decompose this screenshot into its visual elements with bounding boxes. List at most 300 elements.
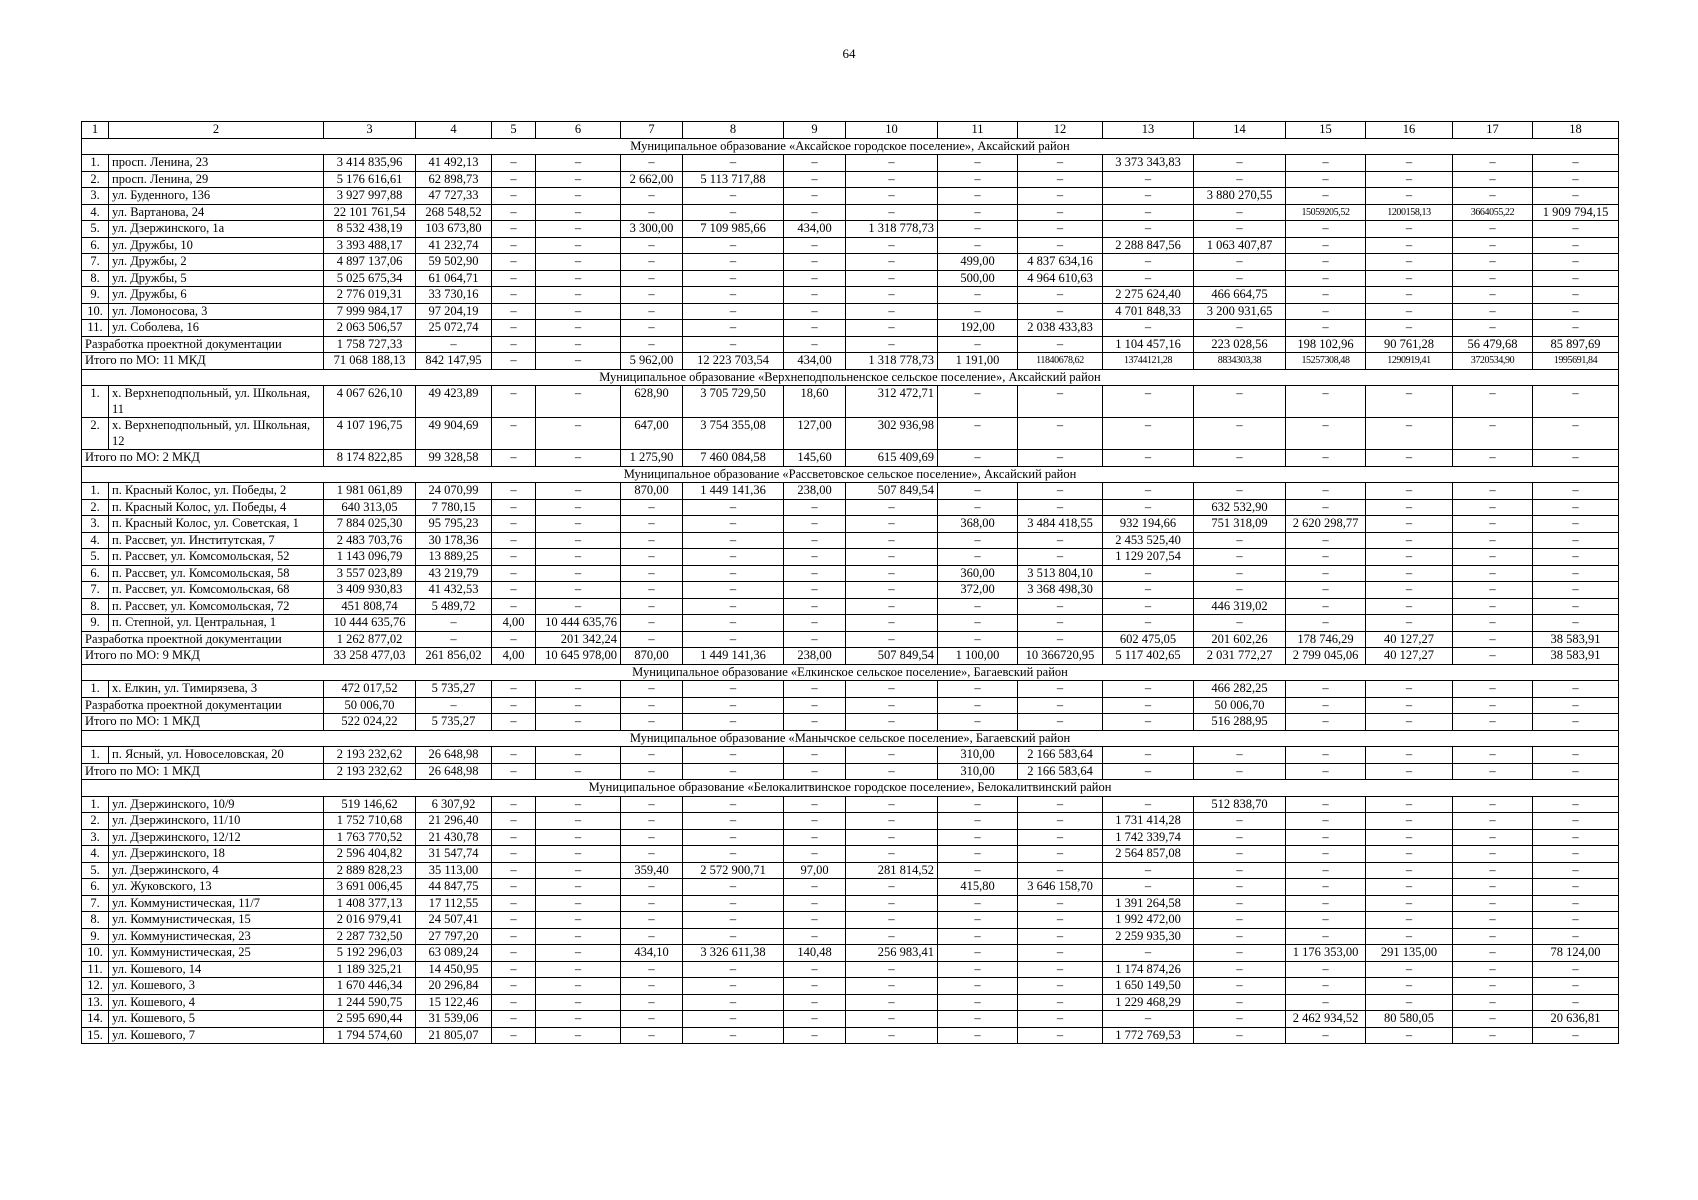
section-title: Муниципальное образование «Елкинское сельское поселение», Багаевский район	[82, 664, 1619, 681]
value-cell: –	[683, 813, 784, 830]
value-cell: –	[683, 1027, 784, 1044]
value-cell: –	[1533, 450, 1619, 467]
value-cell: –	[938, 796, 1018, 813]
value-cell: –	[1366, 714, 1453, 731]
value-cell: –	[621, 895, 683, 912]
value-cell: –	[1194, 813, 1286, 830]
value-cell: –	[1286, 846, 1366, 863]
column-header: 9	[784, 122, 846, 139]
value-cell: 500,00	[938, 270, 1018, 287]
table-row	[82, 879, 1619, 896]
value-cell: –	[846, 549, 938, 566]
value-cell: –	[492, 549, 536, 566]
value-cell: –	[1103, 1011, 1194, 1028]
value-cell: –	[621, 516, 683, 533]
value-cell: –	[683, 188, 784, 205]
value-cell: –	[1103, 796, 1194, 813]
value-cell: –	[416, 697, 492, 714]
value-cell: 2 287 732,50	[324, 928, 416, 945]
value-cell: –	[1366, 499, 1453, 516]
value-cell: –	[1286, 714, 1366, 731]
table-header-row	[82, 122, 1619, 139]
value-cell: –	[1366, 994, 1453, 1011]
address-cell: ул. Дружбы, 2	[109, 254, 324, 271]
value-cell: 1 909 794,15	[1533, 204, 1619, 221]
value-cell: –	[492, 582, 536, 599]
row-number: 7.	[82, 582, 109, 599]
value-cell: 30 178,36	[416, 532, 492, 549]
value-cell: –	[938, 945, 1018, 962]
value-cell: 8 532 438,19	[324, 221, 416, 238]
value-cell: –	[938, 1027, 1018, 1044]
value-cell: 97 204,19	[416, 303, 492, 320]
value-cell: –	[1286, 928, 1366, 945]
row-number: 9.	[82, 615, 109, 632]
summary-row	[82, 336, 1619, 353]
value-cell: –	[938, 846, 1018, 863]
value-cell: –	[1533, 386, 1619, 418]
value-cell: –	[1018, 204, 1103, 221]
summary-row	[82, 648, 1619, 665]
value-cell: –	[846, 254, 938, 271]
value-cell: –	[536, 895, 621, 912]
address-cell: ул. Вартанова, 24	[109, 204, 324, 221]
row-number: 14.	[82, 1011, 109, 1028]
value-cell: 516 288,95	[1194, 714, 1286, 731]
value-cell: 5 113 717,88	[683, 171, 784, 188]
value-cell: 27 797,20	[416, 928, 492, 945]
value-cell: –	[938, 813, 1018, 830]
value-cell: –	[1453, 155, 1533, 172]
value-cell: 38 583,91	[1533, 631, 1619, 648]
value-cell: –	[1194, 615, 1286, 632]
address-cell: ул. Дзержинского, 4	[109, 862, 324, 879]
value-cell: –	[1453, 681, 1533, 698]
value-cell: 20 296,84	[416, 978, 492, 995]
value-cell: –	[1018, 681, 1103, 698]
value-cell: –	[536, 320, 621, 337]
value-cell: –	[683, 978, 784, 995]
value-cell: –	[492, 353, 536, 370]
value-cell: 24 507,41	[416, 912, 492, 929]
column-header: 2	[109, 122, 324, 139]
value-cell: 4 107 196,75	[324, 418, 416, 450]
value-cell: 3 409 930,83	[324, 582, 416, 599]
value-cell: 1 143 096,79	[324, 549, 416, 566]
value-cell: –	[1453, 320, 1533, 337]
column-header: 16	[1366, 122, 1453, 139]
value-cell: –	[938, 483, 1018, 500]
value-cell: –	[683, 204, 784, 221]
value-cell: 512 838,70	[1194, 796, 1286, 813]
value-cell: –	[1366, 270, 1453, 287]
value-cell: –	[846, 336, 938, 353]
value-cell: 302 936,98	[846, 418, 938, 450]
value-cell: –	[536, 155, 621, 172]
value-cell: –	[1194, 155, 1286, 172]
value-cell: –	[536, 862, 621, 879]
value-cell: –	[1453, 813, 1533, 830]
value-cell: –	[1453, 763, 1533, 780]
value-cell: –	[1194, 320, 1286, 337]
value-cell: 3 557 023,89	[324, 565, 416, 582]
value-cell: –	[846, 813, 938, 830]
value-cell: –	[683, 287, 784, 304]
value-cell: –	[846, 747, 938, 764]
value-cell: –	[784, 763, 846, 780]
value-cell: 7 460 084,58	[683, 450, 784, 467]
value-cell: –	[536, 188, 621, 205]
value-cell: 18,60	[784, 386, 846, 418]
address-cell: п. Красный Колос, ул. Победы, 4	[109, 499, 324, 516]
address-cell: х. Елкин, ул. Тимирязева, 3	[109, 681, 324, 698]
value-cell: –	[621, 565, 683, 582]
table-row	[82, 188, 1619, 205]
value-cell: –	[683, 582, 784, 599]
value-cell: –	[1286, 912, 1366, 929]
value-cell: 198 102,96	[1286, 336, 1366, 353]
value-cell: –	[492, 287, 536, 304]
value-cell: 61 064,71	[416, 270, 492, 287]
value-cell: 5 735,27	[416, 714, 492, 731]
value-cell: –	[1453, 945, 1533, 962]
table-row	[82, 598, 1619, 615]
column-header: 1	[82, 122, 109, 139]
value-cell: –	[492, 418, 536, 450]
value-cell: –	[683, 846, 784, 863]
value-cell: –	[784, 188, 846, 205]
value-cell: –	[683, 697, 784, 714]
value-cell: –	[683, 615, 784, 632]
value-cell: 415,80	[938, 879, 1018, 896]
value-cell: –	[938, 386, 1018, 418]
column-header: 13	[1103, 122, 1194, 139]
value-cell: –	[492, 254, 536, 271]
value-cell: –	[784, 204, 846, 221]
address-cell: п. Красный Колос, ул. Победы, 2	[109, 483, 324, 500]
value-cell: 1 318 778,73	[846, 221, 938, 238]
value-cell: 602 475,05	[1103, 631, 1194, 648]
value-cell: 21 296,40	[416, 813, 492, 830]
value-cell: –	[1103, 450, 1194, 467]
column-header: 14	[1194, 122, 1286, 139]
value-cell: 3 691 006,45	[324, 879, 416, 896]
row-number: 6.	[82, 879, 109, 896]
value-cell: –	[1194, 994, 1286, 1011]
value-cell: –	[1194, 450, 1286, 467]
value-cell: 1 758 727,33	[324, 336, 416, 353]
value-cell: –	[621, 582, 683, 599]
value-cell: –	[621, 829, 683, 846]
table-row	[82, 582, 1619, 599]
value-cell: 4 964 610,63	[1018, 270, 1103, 287]
value-cell: –	[784, 615, 846, 632]
value-cell: –	[1453, 483, 1533, 500]
value-cell: –	[1103, 565, 1194, 582]
address-cell: ул. Ломоносова, 3	[109, 303, 324, 320]
value-cell: –	[1018, 895, 1103, 912]
value-cell: –	[1103, 499, 1194, 516]
value-cell: –	[1453, 582, 1533, 599]
value-cell: 4,00	[492, 648, 536, 665]
value-cell: –	[1194, 829, 1286, 846]
value-cell: –	[1018, 945, 1103, 962]
value-cell: 8834303,38	[1194, 353, 1286, 370]
value-cell: 1 794 574,60	[324, 1027, 416, 1044]
value-cell: –	[1366, 450, 1453, 467]
value-cell: –	[1018, 499, 1103, 516]
value-cell: 1 670 446,34	[324, 978, 416, 995]
value-cell: 13 889,25	[416, 549, 492, 566]
value-cell: –	[492, 895, 536, 912]
value-cell: –	[1453, 648, 1533, 665]
value-cell: 3 754 355,08	[683, 418, 784, 450]
column-header: 4	[416, 122, 492, 139]
row-number: 1.	[82, 681, 109, 698]
value-cell: –	[536, 747, 621, 764]
address-cell: ул. Кошевого, 5	[109, 1011, 324, 1028]
value-cell: –	[1286, 287, 1366, 304]
value-cell: –	[1533, 532, 1619, 549]
value-cell: 2 288 847,56	[1103, 237, 1194, 254]
value-cell: –	[846, 763, 938, 780]
value-cell: –	[492, 320, 536, 337]
value-cell: –	[536, 516, 621, 533]
row-number: 8.	[82, 912, 109, 929]
value-cell: –	[938, 978, 1018, 995]
value-cell: 103 673,80	[416, 221, 492, 238]
value-cell: 2 031 772,27	[1194, 648, 1286, 665]
value-cell: –	[1533, 714, 1619, 731]
value-cell: –	[1453, 829, 1533, 846]
value-cell: –	[536, 978, 621, 995]
value-cell: –	[1286, 565, 1366, 582]
value-cell: –	[1018, 994, 1103, 1011]
table-row	[82, 418, 1619, 450]
value-cell: –	[1018, 978, 1103, 995]
value-cell: –	[1286, 582, 1366, 599]
value-cell: –	[1286, 499, 1366, 516]
value-cell: –	[1533, 928, 1619, 945]
value-cell: –	[492, 499, 536, 516]
value-cell: 1 742 339,74	[1103, 829, 1194, 846]
row-number: 2.	[82, 813, 109, 830]
value-cell: –	[1103, 171, 1194, 188]
value-cell: –	[492, 237, 536, 254]
value-cell: –	[536, 549, 621, 566]
value-cell: –	[621, 532, 683, 549]
value-cell: –	[1366, 254, 1453, 271]
value-cell: –	[846, 499, 938, 516]
value-cell: –	[1533, 895, 1619, 912]
row-number: 4.	[82, 204, 109, 221]
value-cell: –	[621, 254, 683, 271]
value-cell: –	[1103, 697, 1194, 714]
value-cell: –	[683, 1011, 784, 1028]
value-cell: 628,90	[621, 386, 683, 418]
value-cell: –	[1453, 846, 1533, 863]
value-cell: –	[492, 862, 536, 879]
value-cell: –	[1103, 763, 1194, 780]
value-cell: 3 705 729,50	[683, 386, 784, 418]
summary-label: Итого по МО: 1 МКД	[82, 714, 324, 731]
value-cell: –	[492, 829, 536, 846]
value-cell: –	[938, 928, 1018, 945]
value-cell: –	[1018, 188, 1103, 205]
value-cell: –	[683, 879, 784, 896]
value-cell: –	[683, 747, 784, 764]
value-cell: –	[1286, 483, 1366, 500]
value-cell: –	[621, 796, 683, 813]
value-cell: –	[536, 813, 621, 830]
value-cell: 3 326 611,38	[683, 945, 784, 962]
value-cell: –	[1194, 270, 1286, 287]
summary-label: Разработка проектной документации	[82, 631, 324, 648]
value-cell: 33 730,16	[416, 287, 492, 304]
value-cell: –	[1194, 1011, 1286, 1028]
value-cell: –	[846, 1011, 938, 1028]
value-cell: 12 223 703,54	[683, 353, 784, 370]
value-cell: –	[1533, 155, 1619, 172]
address-cell: ул. Дзержинского, 10/9	[109, 796, 324, 813]
value-cell: 2 572 900,71	[683, 862, 784, 879]
address-cell: ул. Кошевого, 7	[109, 1027, 324, 1044]
summary-row	[82, 763, 1619, 780]
value-cell: –	[938, 549, 1018, 566]
value-cell: –	[1103, 582, 1194, 599]
value-cell: –	[1103, 945, 1194, 962]
table-row	[82, 549, 1619, 566]
value-cell: 49 423,89	[416, 386, 492, 418]
value-cell: –	[416, 631, 492, 648]
value-cell: –	[536, 450, 621, 467]
row-number: 2.	[82, 171, 109, 188]
value-cell: 446 319,02	[1194, 598, 1286, 615]
value-cell: –	[846, 237, 938, 254]
value-cell: –	[846, 714, 938, 731]
table-row	[82, 565, 1619, 582]
value-cell: –	[621, 303, 683, 320]
value-cell: 140,48	[784, 945, 846, 962]
value-cell: –	[1018, 483, 1103, 500]
address-cell: ул. Дружбы, 5	[109, 270, 324, 287]
address-cell: ул. Кошевого, 14	[109, 961, 324, 978]
value-cell: 85 897,69	[1533, 336, 1619, 353]
value-cell: –	[1453, 499, 1533, 516]
value-cell: –	[536, 697, 621, 714]
value-cell: –	[1018, 631, 1103, 648]
value-cell: –	[1366, 155, 1453, 172]
value-cell: –	[1366, 221, 1453, 238]
value-cell: –	[784, 1011, 846, 1028]
value-cell: 26 648,98	[416, 763, 492, 780]
table-row	[82, 516, 1619, 533]
value-cell: –	[621, 1027, 683, 1044]
value-cell: –	[492, 532, 536, 549]
value-cell: 434,10	[621, 945, 683, 962]
value-cell: –	[1533, 796, 1619, 813]
value-cell: 3 927 997,88	[324, 188, 416, 205]
value-cell: –	[1366, 697, 1453, 714]
value-cell: –	[938, 221, 1018, 238]
value-cell: –	[536, 912, 621, 929]
value-cell: 97,00	[784, 862, 846, 879]
value-cell: –	[846, 287, 938, 304]
value-cell: –	[1366, 829, 1453, 846]
value-cell: –	[846, 582, 938, 599]
value-cell: 2 596 404,82	[324, 846, 416, 863]
value-cell: –	[1286, 1027, 1366, 1044]
value-cell: –	[1286, 862, 1366, 879]
value-cell: –	[1286, 994, 1366, 1011]
table-row	[82, 862, 1619, 879]
value-cell: 17 112,55	[416, 895, 492, 912]
summary-label: Разработка проектной документации	[82, 697, 324, 714]
value-cell: –	[846, 303, 938, 320]
value-cell: 472 017,52	[324, 681, 416, 698]
value-cell: –	[621, 714, 683, 731]
table-row	[82, 747, 1619, 764]
address-cell: п. Рассвет, ул. Институтская, 7	[109, 532, 324, 549]
value-cell: 640 313,05	[324, 499, 416, 516]
value-cell: 201 602,26	[1194, 631, 1286, 648]
value-cell: –	[1018, 846, 1103, 863]
value-cell: –	[938, 631, 1018, 648]
value-cell: 7 884 025,30	[324, 516, 416, 533]
value-cell: –	[1103, 221, 1194, 238]
value-cell: 2 063 506,57	[324, 320, 416, 337]
value-cell: –	[1286, 221, 1366, 238]
value-cell: –	[621, 697, 683, 714]
value-cell: –	[1194, 386, 1286, 418]
value-cell: 1 763 770,52	[324, 829, 416, 846]
value-cell: –	[846, 631, 938, 648]
value-cell: 5 962,00	[621, 353, 683, 370]
value-cell: –	[938, 681, 1018, 698]
value-cell: –	[1533, 171, 1619, 188]
value-cell: –	[536, 336, 621, 353]
table-row	[82, 615, 1619, 632]
value-cell: 22 101 761,54	[324, 204, 416, 221]
value-cell: –	[1453, 994, 1533, 1011]
value-cell: 870,00	[621, 483, 683, 500]
value-cell: –	[621, 598, 683, 615]
table-row	[82, 1027, 1619, 1044]
value-cell: –	[1533, 549, 1619, 566]
column-header: 10	[846, 122, 938, 139]
value-cell: 499,00	[938, 254, 1018, 271]
value-cell: –	[1018, 697, 1103, 714]
row-number: 3.	[82, 829, 109, 846]
value-cell: –	[1366, 549, 1453, 566]
value-cell: –	[1286, 747, 1366, 764]
value-cell: –	[621, 763, 683, 780]
address-cell: х. Верхнеподпольный, ул. Школьная, 11	[109, 386, 324, 418]
summary-label: Итого по МО: 1 МКД	[82, 763, 324, 780]
value-cell: –	[1018, 303, 1103, 320]
value-cell: 1 129 207,54	[1103, 549, 1194, 566]
value-cell: –	[621, 287, 683, 304]
value-cell: –	[1103, 386, 1194, 418]
value-cell: 1 992 472,00	[1103, 912, 1194, 929]
value-cell: –	[1018, 862, 1103, 879]
value-cell: –	[1533, 697, 1619, 714]
value-cell: 2 564 857,08	[1103, 846, 1194, 863]
row-number: 8.	[82, 270, 109, 287]
row-number: 1.	[82, 747, 109, 764]
value-cell: 33 258 477,03	[324, 648, 416, 665]
address-cell: п. Ясный, ул. Новоселовская, 20	[109, 747, 324, 764]
